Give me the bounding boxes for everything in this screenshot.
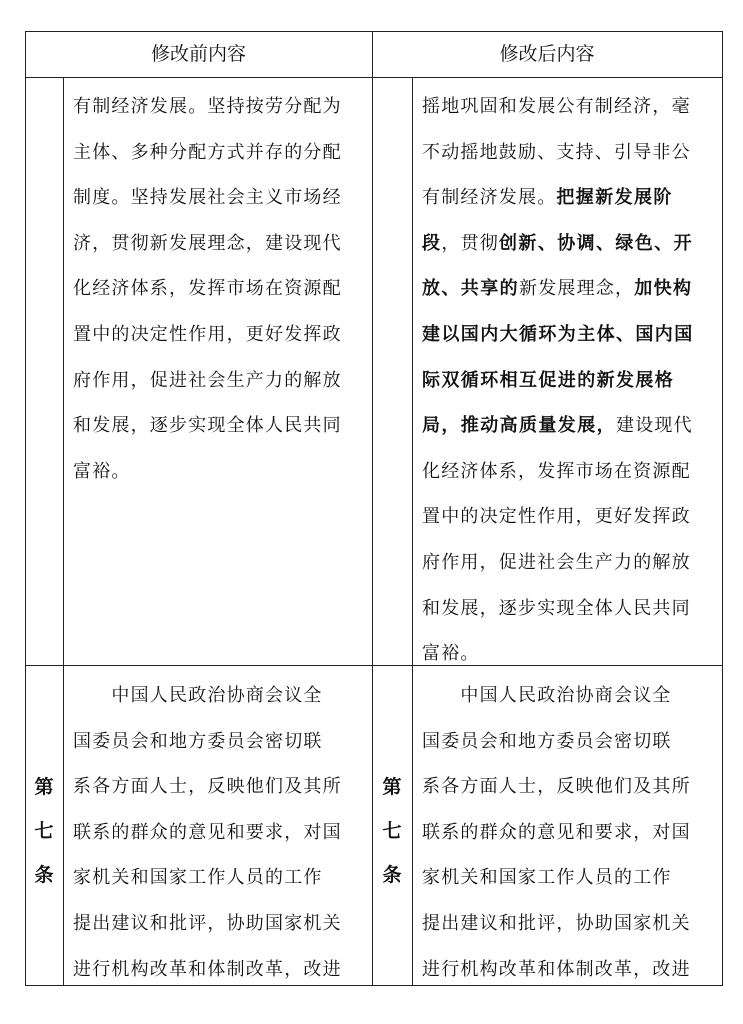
text-line bbox=[73, 901, 342, 947]
article-label-after bbox=[374, 765, 410, 897]
row2-after-text bbox=[422, 673, 691, 992]
text-segment: 化经济体系，发挥市场在资源配 bbox=[73, 278, 342, 300]
row1-after-text bbox=[422, 84, 694, 677]
article-label-char: 七 bbox=[382, 820, 402, 842]
emphasized-text: 际双循环相互促进的新发展格 bbox=[422, 369, 675, 391]
text-line bbox=[422, 494, 694, 540]
emphasized-text: 局，推动高质量发展， bbox=[422, 415, 616, 437]
text-segment: 有制经济发展。坚持按劳分配为 bbox=[73, 96, 342, 117]
text-segment: 济，贯彻新发展理念，建设现代 bbox=[73, 232, 342, 254]
rule-middle bbox=[372, 31, 373, 986]
article-label-char: 条 bbox=[382, 864, 402, 886]
header-after: 修改后内容 bbox=[499, 43, 595, 65]
rule-before-label bbox=[63, 77, 64, 986]
text-line bbox=[73, 403, 342, 449]
text-segment: 家机关和国家工作人员的工作 bbox=[422, 867, 672, 889]
text-line bbox=[422, 631, 694, 677]
text-segment: 提出建议和批评，协助国家机关 bbox=[422, 912, 691, 934]
text-segment: 国委员会和地方委员会密切联 bbox=[73, 730, 323, 752]
text-line bbox=[422, 449, 694, 495]
text-segment: 中国人民政治协商会议全 bbox=[422, 685, 672, 706]
text-line bbox=[422, 130, 694, 176]
text-segment: 联系的群众的意见和要求，对国 bbox=[73, 821, 342, 843]
text-line bbox=[73, 764, 342, 810]
rule-header bbox=[25, 77, 722, 78]
text-segment: 系各方面人士，反映他们及其所 bbox=[422, 776, 691, 798]
article-label-char: 第 bbox=[382, 776, 402, 798]
text-segment: 进行机构改革和体制改革，改进 bbox=[422, 958, 691, 980]
text-segment: 化经济体系，发挥市场在资源配 bbox=[422, 460, 691, 482]
text-line bbox=[73, 449, 342, 495]
text-segment: 府作用，促进社会生产力的解放 bbox=[73, 369, 342, 391]
text-segment: 和发展，逐步实现全体人民共同 bbox=[73, 415, 342, 437]
text-line bbox=[73, 266, 342, 312]
text-segment: ，贯彻 bbox=[441, 232, 500, 254]
text-line bbox=[422, 312, 694, 358]
text-segment: 置中的决定性作用，更好发挥政 bbox=[73, 323, 342, 345]
header-before: 修改前内容 bbox=[150, 43, 246, 65]
text-segment: 系各方面人士，反映他们及其所 bbox=[73, 776, 342, 798]
emphasized-text: 建以国内大循环为主体、国内国 bbox=[422, 323, 694, 345]
text-segment: 和发展，逐步实现全体人民共同 bbox=[422, 597, 691, 619]
text-segment: 中国人民政治协商会议全 bbox=[73, 685, 323, 706]
text-line bbox=[73, 130, 342, 176]
text-line bbox=[422, 673, 691, 719]
emphasized-text: 放、共享的 bbox=[422, 278, 519, 300]
text-line bbox=[422, 84, 694, 130]
text-segment: 府作用，促进社会生产力的解放 bbox=[422, 551, 691, 573]
rule-right bbox=[722, 31, 723, 986]
text-line bbox=[73, 947, 342, 993]
emphasized-text: 创新、协调、绿色、开 bbox=[499, 232, 694, 254]
text-line bbox=[422, 175, 694, 221]
text-segment: 富裕。 bbox=[422, 643, 480, 665]
text-segment: 有制经济发展。 bbox=[422, 187, 557, 209]
text-line bbox=[422, 855, 691, 901]
emphasized-text: 把握新发展阶 bbox=[556, 187, 673, 209]
text-line bbox=[422, 947, 691, 993]
article-label-char: 条 bbox=[34, 864, 54, 886]
text-line bbox=[73, 84, 342, 130]
text-line bbox=[422, 403, 694, 449]
text-line bbox=[73, 810, 342, 856]
emphasized-text: 加快构 bbox=[634, 278, 693, 300]
article-label-char: 第 bbox=[34, 776, 54, 798]
rule-after-label bbox=[412, 77, 413, 986]
text-segment: 主体、多种分配方式并存的分配 bbox=[73, 141, 342, 163]
text-segment: 建设现代 bbox=[616, 415, 693, 437]
emphasized-text: 段 bbox=[422, 232, 442, 254]
text-line bbox=[422, 221, 694, 267]
row2-before-text bbox=[73, 673, 342, 992]
text-line bbox=[422, 358, 694, 404]
text-line bbox=[422, 586, 694, 632]
text-segment: 置中的决定性作用，更好发挥政 bbox=[422, 506, 691, 528]
text-line bbox=[73, 312, 342, 358]
text-segment: 不动摇地鼓励、支持、引导非公 bbox=[422, 141, 691, 163]
text-segment: 国委员会和地方委员会密切联 bbox=[422, 730, 672, 752]
text-line bbox=[73, 855, 342, 901]
text-line bbox=[422, 719, 691, 765]
text-segment: 摇地巩固和发展公有制经济，毫 bbox=[422, 96, 691, 117]
text-line bbox=[422, 810, 691, 856]
text-line bbox=[73, 358, 342, 404]
text-line bbox=[422, 901, 691, 947]
text-segment: 进行机构改革和体制改革，改进 bbox=[73, 958, 342, 980]
text-segment: 家机关和国家工作人员的工作 bbox=[73, 867, 323, 889]
text-segment: 提出建议和批评，协助国家机关 bbox=[73, 912, 342, 934]
text-line bbox=[422, 540, 694, 586]
text-line bbox=[422, 764, 691, 810]
text-line bbox=[422, 266, 694, 312]
text-segment: 富裕。 bbox=[73, 460, 131, 482]
text-line bbox=[73, 673, 342, 719]
text-segment: 联系的群众的意见和要求，对国 bbox=[422, 821, 691, 843]
article-label-char: 七 bbox=[34, 820, 54, 842]
text-segment: 新发展理念， bbox=[519, 278, 635, 300]
row1-before-text bbox=[73, 84, 342, 494]
text-line bbox=[73, 221, 342, 267]
text-line bbox=[73, 175, 342, 221]
article-label-before bbox=[26, 765, 62, 897]
text-segment: 制度。坚持发展社会主义市场经 bbox=[73, 187, 342, 209]
text-line bbox=[73, 719, 342, 765]
